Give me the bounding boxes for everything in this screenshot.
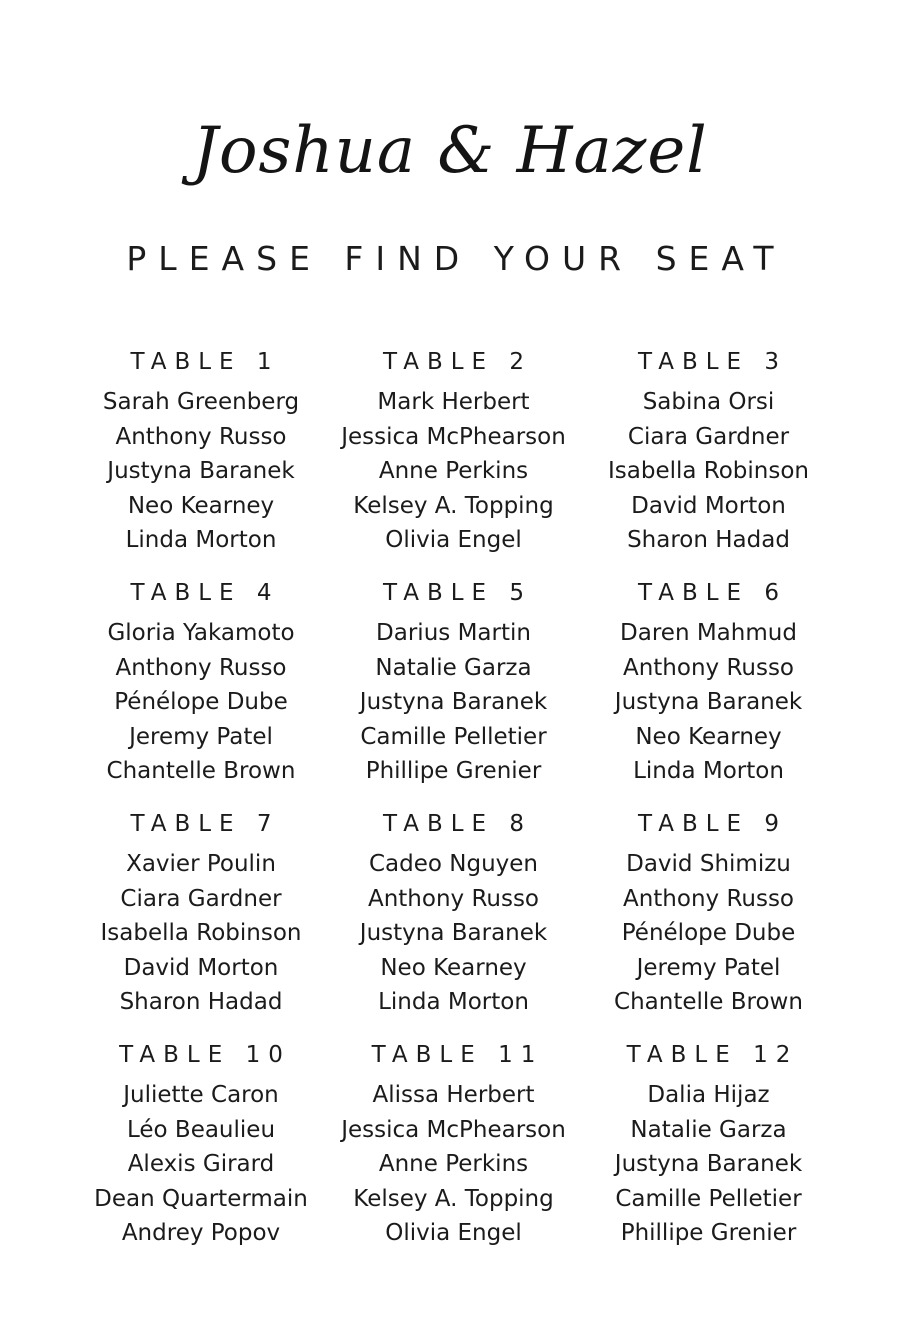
guest-name: Phillipe Grenier [620, 1220, 797, 1246]
table-title: TABLE 10 [119, 1042, 291, 1068]
table-title: TABLE 5 [382, 580, 533, 606]
guest-name: Anne Perkins [378, 1151, 529, 1177]
guest-name: Jeremy Patel [636, 954, 781, 981]
guest-name: Sharon Hadad [119, 989, 283, 1015]
guest-name: Chantelle Brown [614, 989, 803, 1015]
table-title: TABLE 3 [637, 349, 788, 375]
guest-name: Camille Pelletier [615, 1185, 802, 1212]
table-title: TABLE 2 [382, 349, 533, 375]
guest-name: Natalie Garza [375, 654, 532, 681]
guest-name: Pénélope Dube [621, 920, 796, 946]
guest-name: Gloria Yakamoto [107, 620, 295, 646]
guest-name: Linda Morton [125, 527, 277, 553]
guest-name: Kelsey A. Topping [353, 1185, 554, 1212]
table-title: TABLE 11 [371, 1042, 544, 1068]
table-block [76, 343, 326, 574]
guest-name: Phillipe Grenier [365, 758, 542, 784]
guest-name: Isabella Robinson [100, 920, 302, 946]
guest-name: Kelsey A. Topping [353, 492, 554, 519]
guest-name: Mark Herbert [377, 389, 530, 415]
table-block [76, 574, 326, 805]
page-subtitle: PLEASE FIND YOUR SEAT [126, 239, 786, 278]
table-block [581, 343, 836, 574]
table-block [581, 805, 836, 1036]
table-title: TABLE 7 [130, 811, 280, 837]
guest-name: Ciara Gardner [627, 423, 790, 450]
guest-name: Pénélope Dube [114, 689, 288, 715]
couple-names: Joshua & Hazel [192, 114, 708, 188]
table-block [326, 1036, 581, 1267]
guest-name: David Morton [631, 492, 786, 519]
table-title: TABLE 8 [382, 811, 533, 837]
guest-name: Léo Beaulieu [126, 1116, 276, 1143]
guest-name: Olivia Engel [385, 1220, 522, 1246]
guest-name: Isabella Robinson [607, 458, 809, 484]
table-block [326, 343, 581, 574]
table-block [581, 1036, 836, 1267]
guest-name: Dean Quartermain [94, 1185, 308, 1212]
guest-name: Anthony Russo [115, 423, 287, 450]
guest-name: Dalia Hijaz [647, 1082, 770, 1108]
guest-name: Jeremy Patel [129, 723, 273, 750]
guest-name: Alexis Girard [127, 1151, 275, 1177]
guest-name: Sabina Orsi [642, 389, 775, 415]
guest-name: Sarah Greenberg [102, 389, 300, 415]
guest-name: Jessica McPhearson [341, 423, 566, 450]
guest-name: Justyna Baranek [614, 689, 803, 715]
guest-name: Anthony Russo [115, 654, 287, 681]
guest-name: Anthony Russo [622, 654, 795, 681]
guest-name: Jessica McPhearson [341, 1116, 566, 1143]
guest-name: Daren Mahmud [620, 620, 797, 646]
guest-name: Anne Perkins [378, 458, 529, 484]
table-block [76, 805, 326, 1036]
guest-name: Camille Pelletier [360, 723, 547, 750]
table-block [581, 574, 836, 805]
guest-name: Justyna Baranek [107, 458, 295, 484]
table-title: TABLE 4 [130, 580, 280, 606]
guest-name: David Morton [123, 954, 279, 981]
guest-name: Neo Kearney [127, 492, 275, 519]
guest-name: Justyna Baranek [614, 1151, 803, 1177]
guest-name: Linda Morton [378, 989, 529, 1015]
guest-name: Alissa Herbert [372, 1082, 535, 1108]
guest-name: Anthony Russo [622, 885, 795, 912]
guest-name: Andrey Popov [121, 1220, 281, 1246]
seating-grid [76, 343, 836, 1267]
guest-name: Justyna Baranek [359, 689, 548, 715]
table-title: TABLE 6 [637, 580, 788, 606]
table-title: TABLE 12 [626, 1042, 799, 1068]
table-block [76, 1036, 326, 1267]
guest-name: Olivia Engel [385, 527, 522, 553]
guest-name: Anthony Russo [367, 885, 540, 912]
table-title: TABLE 1 [130, 349, 280, 375]
guest-name: Natalie Garza [630, 1116, 787, 1143]
guest-name: David Shimizu [626, 851, 791, 877]
guest-name: Sharon Hadad [627, 527, 790, 553]
guest-name: Juliette Caron [123, 1082, 279, 1108]
table-block [326, 805, 581, 1036]
table-block [326, 574, 581, 805]
guest-name: Chantelle Brown [106, 758, 296, 784]
guest-name: Xavier Poulin [126, 851, 276, 877]
guest-name: Darius Martin [376, 620, 531, 646]
guest-name: Neo Kearney [635, 723, 782, 750]
guest-name: Neo Kearney [380, 954, 527, 981]
table-title: TABLE 9 [637, 811, 788, 837]
guest-name: Cadeo Nguyen [368, 851, 538, 877]
guest-name: Justyna Baranek [359, 920, 548, 946]
guest-name: Ciara Gardner [120, 885, 282, 912]
guest-name: Linda Morton [633, 758, 784, 784]
